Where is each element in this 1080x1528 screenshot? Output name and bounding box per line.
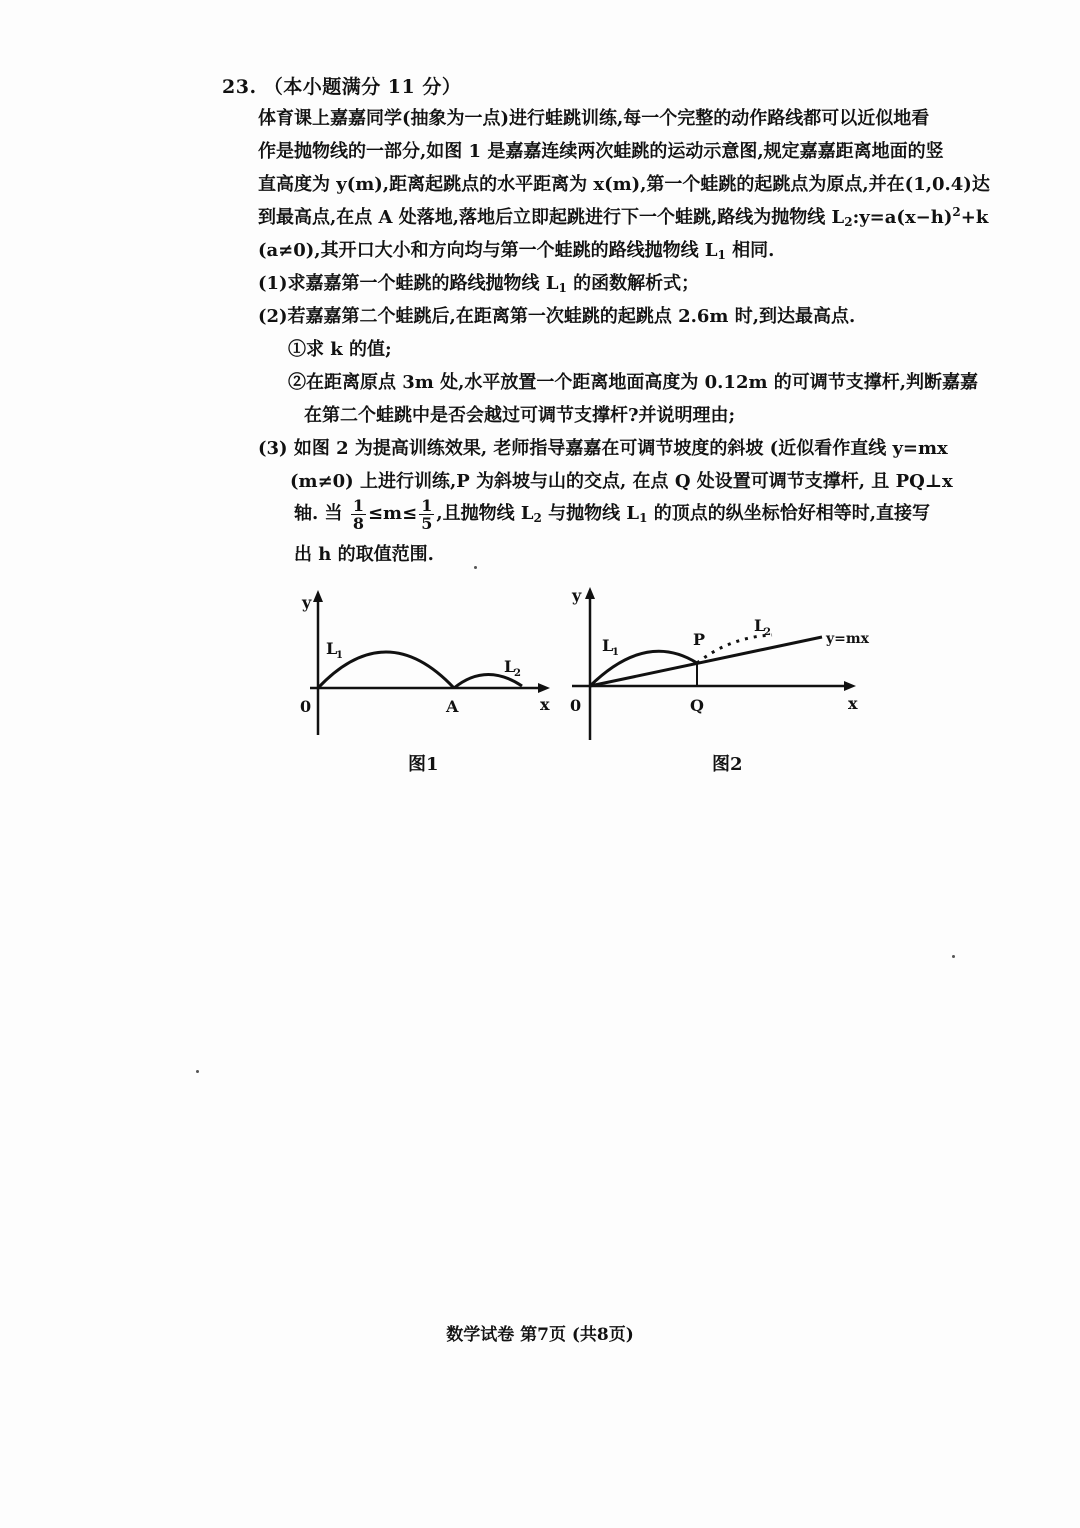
part-3-L1-subscript: 1 [639, 511, 648, 525]
fig1-parabola-L2 [454, 674, 522, 688]
part-1-L1-subscript: 1 [558, 281, 567, 295]
fig1-L1-sub: 1 [336, 650, 343, 661]
fraction-1-numerator: 1 [352, 495, 364, 515]
score-note: （本小题满分 11 分） [263, 76, 462, 98]
part-2-ii-line-1: ②在距离原点 3m 处,水平放置一个距离地面高度为 0.12m 的可调节支撑杆,判断嘉嘉 [288, 372, 979, 393]
part-2-ii-line-2: 在第二个蛙跳中是否会越过可调节支撑杆?并说明理由; [304, 405, 736, 426]
intro-line-3: 直高度为 y(m),距离起跳点的水平距离为 x(m),第一个蛙跳的起跳点为原点,并在(1,0.4)达 [258, 174, 990, 195]
part-3-L2-subscript: 2 [533, 511, 542, 525]
figure-2 [560, 575, 880, 750]
part-3-text-e: 的顶点的纵坐标恰好相等时,直接写 [647, 503, 930, 524]
fig1-L2-label: L [504, 657, 516, 676]
part-1-text: (1)求嘉嘉第一个蛙跳的路线抛物线 L [258, 273, 559, 294]
intro-line-4 [258, 203, 988, 229]
fig1-A-label: A [446, 697, 459, 716]
intro-line-2: 作是抛物线的一部分,如图 1 是嘉嘉连续两次蛙跳的运动示意图,规定嘉嘉距离地面的竖 [258, 141, 944, 162]
intro-line-5-tail: 相同. [732, 240, 775, 261]
fig2-L2-label: L [754, 616, 766, 635]
figure-2-caption: 图2 [712, 754, 743, 775]
fig2-L1-label: L [602, 636, 614, 655]
fraction-1-denominator: 8 [352, 513, 364, 533]
fraction-2-numerator: 1 [421, 495, 433, 515]
fig2-y-arrow-icon [585, 587, 595, 599]
fig2-y-label: y [572, 586, 582, 605]
fraction-one-eighth [351, 497, 366, 532]
fig1-y-arrow-icon [313, 590, 323, 602]
figure-1 [280, 580, 570, 750]
page-footer: 数学试卷 第7页 (共8页) [446, 1325, 634, 1345]
scan-speck [474, 566, 477, 569]
part-2-i: ①求 k 的值; [288, 339, 392, 360]
part-3-line-1: (3) 如图 2 为提高训练效果, 老师指导嘉嘉在可调节坡度的斜坡 (近似看作直线 y=mx [258, 438, 948, 459]
question-header [222, 72, 461, 99]
part-3-text-b: ≤m≤ [367, 503, 418, 524]
intro-line-5-text: (a≠0),其开口大小和方向均与第一个蛙跳的路线抛物线 L [258, 240, 718, 261]
L1-subscript: 1 [717, 248, 726, 262]
part-3-text-d: 与抛物线 L [541, 503, 640, 524]
fig2-L2-sub: 2 [764, 627, 771, 638]
part-1-tail: 的函数解析式； [566, 273, 700, 294]
figure-1-caption: 图1 [408, 754, 439, 775]
scan-speck [196, 1070, 199, 1073]
part-2: (2)若嘉嘉第二个蛙跳后,在距离第一次蛙跳的起跳点 2.6m 时,到达最高点. [258, 306, 856, 327]
scan-speck [952, 955, 955, 958]
fig2-origin-label: 0 [570, 696, 582, 715]
fraction-one-fifth [419, 497, 434, 532]
intro-line-5 [258, 236, 774, 262]
fig1-x-arrow-icon [538, 683, 550, 693]
fig2-L1-sub: 1 [612, 647, 619, 658]
fig1-origin-label: 0 [300, 697, 312, 716]
fig1-y-label: y [302, 593, 312, 612]
part-3-line-2: (m≠0) 上进行训练,P 为斜坡与山的交点, 在点 Q 处设置可调节支撑杆, 且 PQ⊥x [290, 471, 953, 492]
fig2-P-label: P [693, 630, 706, 649]
intro-line-4-text: 到最高点,在点 A 处落地,落地后立即起跳进行下一个蛙跳,路线为抛物线 L [258, 207, 845, 228]
L2-subscript: 2 [844, 215, 853, 229]
fig2-Q-label: Q [690, 696, 704, 715]
fig1-L2-sub: 2 [514, 668, 521, 679]
part-3-text-a: 轴. 当 [294, 503, 343, 524]
intro-line-1: 体育课上嘉嘉同学(抽象为一点)进行蛙跳训练,每一个完整的动作路线都可以近似地看 [258, 108, 930, 129]
L2-formula: :y=a(x−h) [852, 207, 953, 228]
square-superscript: 2 [952, 205, 961, 219]
fig2-parabola-L1 [590, 651, 697, 686]
part-3-line-4: 出 h 的取值范围. [294, 544, 434, 565]
part-3-text-c: ,且抛物线 L [436, 503, 534, 524]
fig2-x-arrow-icon [844, 681, 856, 691]
question-number: 23. [222, 76, 257, 98]
fig2-line-label: y=mx [826, 631, 870, 647]
L2-formula-tail: +k [960, 207, 989, 228]
fraction-2-denominator: 5 [421, 513, 433, 533]
part-3-line-3 [294, 496, 930, 536]
fig1-L1-label: L [326, 639, 338, 658]
fig1-x-label: x [540, 695, 550, 714]
part-1 [258, 269, 699, 295]
fig2-x-label: x [848, 694, 858, 713]
